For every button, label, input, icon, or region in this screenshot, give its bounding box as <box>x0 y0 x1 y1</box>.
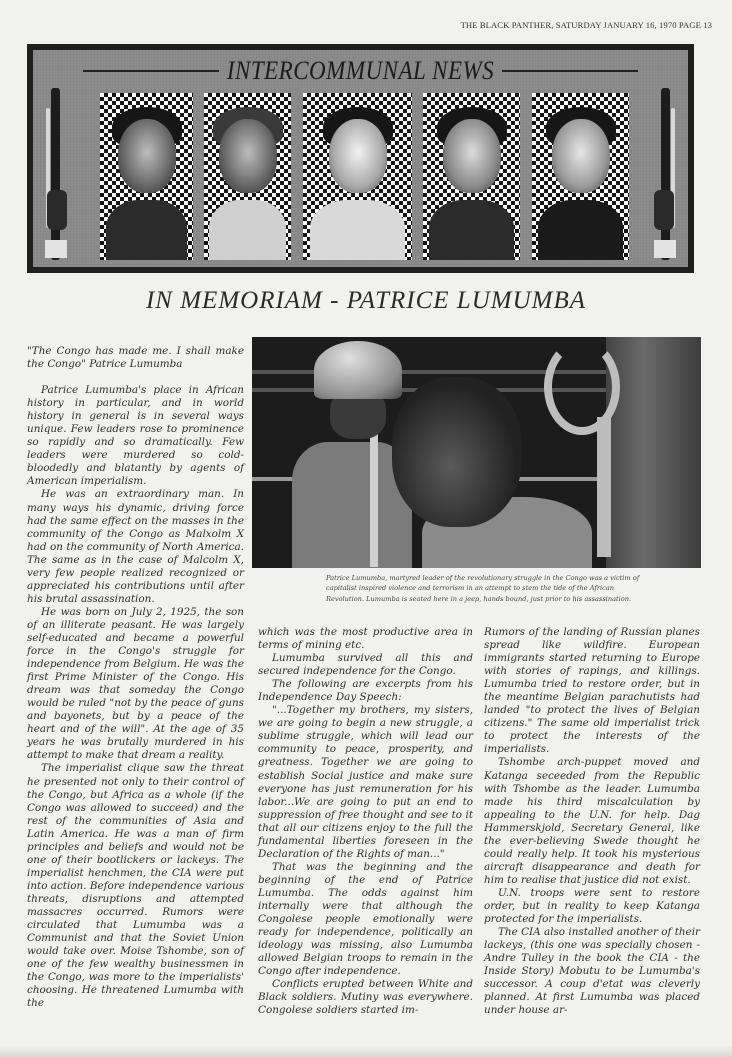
paragraph: The CIA also installed another of their lackeys, (this one was specially chosen - Andre Tulley in the book the CIA - the Inside Story) Mobutu to be Lumumba's successor. A coup d'etat was cleverly planned. At first Lumumba was placed under house ar- <box>484 926 700 1017</box>
paragraph: He was an extraordinary man. In many ways his dynamic, driving force had the same effect on the masses in the community of the Congo as Malxolm X had on the community of North America. The same as in the case of Malcolm X, very few people realized recognized or appreciated his contributions until after his brutal assassination. <box>27 488 244 605</box>
paragraph: Lumumba survived all this and secured independence for the Congo. <box>258 652 473 678</box>
article-headline: IN MEMORIAM - PATRICE LUMUMBA <box>145 287 587 314</box>
paragraph: The following are excerpts from his Independence Day Speech: <box>258 678 473 704</box>
paragraph: Tshombe arch-puppet moved and Katanga seceeded from the Republic with Tshombe as the leader. Lumumba made his third miscalculation by appealing to the U.N. for help. Dag Hammerskjold, Secretary General, like the ever-believing Swede thought he could really help. It took his mysterious aircraft disappearance and death for him to realise that justice did not exist. <box>484 756 700 886</box>
article-column-1 <box>27 345 244 1010</box>
paragraph: That was the beginning and the beginning of the end of Patrice Lumumba. The odds against him internally were that although the Congolese people emotionally were ready for independence, politically an ideology was missing, also Lumumba allowed Belgian troops to remain in the Congo after independence. <box>258 860 473 978</box>
portrait-4 <box>423 93 520 260</box>
article-column-2 <box>258 626 473 1017</box>
speech-quote: "...Together my brothers, my sisters, we are going to begin a new struggle, a sublime struggle, which will lead our community to peace, prosperity, and greatness. Together we are going to establish Social justice and make sure everyone has just remuneration for his labor...We are going to put an end to suppression of free thought and see to it that all our citizens enjoy to the full the fundamental liberties foreseen in the Declaration of the Rights of man..." <box>258 704 473 860</box>
photo-caption: Patrice Lumumba, martyred leader of the revolutionary struggle in the Congo was a victim of capitalist inspired violence and terrorism in an attempt to stem the tide of the African Revolution. Lumumba is seated here in a jeep, hands bound, just prior to his assassination. <box>326 574 640 603</box>
page-edge <box>0 1045 732 1057</box>
portrait-5 <box>532 93 629 260</box>
banner-panel <box>33 50 688 267</box>
paragraph: He was born on July 2, 1925, the son of an illiterate peasant. He was largely self-educated and became a powerful force in the Congo's struggle for independence from Belgium. He was the first Prime Minister of the Congo. His dream was that someday the Congo would be ruled "not by the peace of guns and bayonets, but by a peace of the heart and of the will". At the age of 35 years he was brutally murdered in his attempt to make that dream a reality. <box>27 605 244 762</box>
article-column-3 <box>484 626 700 1017</box>
rifle-icon <box>652 88 678 260</box>
intercommunal-news-banner <box>27 44 694 273</box>
portrait-1 <box>100 93 193 260</box>
portrait-2 <box>204 93 291 260</box>
banner-title-row <box>83 58 638 84</box>
epigraph: "The Congo has made me. I shall make the Congo" Patrice Lumumba <box>27 345 244 371</box>
running-head: THE BLACK PANTHER, SATURDAY JANUARY 16, 1970 PAGE 13 <box>460 20 712 30</box>
banner-title: INTERCOMMUNAL NEWS <box>226 56 495 85</box>
lumumba-photo <box>252 337 701 568</box>
portrait-3 <box>303 93 412 260</box>
banner-rule-right <box>502 70 638 72</box>
paragraph: Patrice Lumumba's place in African history in particular, and in world history in general is in several ways unique. Few leaders rose to prominence so rapidly and so dramatically. Few leaders were murdered so cold-bloodedly and blatantly by agents of American imperialism. <box>27 384 244 488</box>
rifle-icon <box>43 88 69 260</box>
paragraph: Conflicts erupted between White and Black soldiers. Mutiny was everywhere. Congolese soldiers started im- <box>258 978 473 1017</box>
paragraph: U.N. troops were sent to restore order, but in reality to keep Katanga protected for the imperialists. <box>484 886 700 926</box>
paragraph: The imperialist clique saw the threat he presented not only to their control of the Congo, but Africa as a whole (if the Congo was allowed to succeed) and the rest of the communities of Asia and Latin America. He was a man of firm principles and beliefs and would not be one of their bootlickers or lackeys. The imperialist henchmen, the CIA were put into action. Before independence various threats, disruptions and attempted massacres occurred. Rumors were circulated that Lumumba was a Communist and that the Soviet Union would take over. Moise Tshombe, son of one of the few wealthy businessmen in the Congo, was more to the imperialists' choosing. He threatened Lumumba with the <box>27 762 244 1010</box>
paragraph: Rumors of the landing of Russian planes spread like wildfire. European immigrants started returning to Europe with stories of rapings, and killings. Lumumba tried to restore order, but in the meantime Belgian parachutists had landed "to protect the lives of Belgian citizens." The same old imperialist trick to protect the interests of the imperialists. <box>484 626 700 756</box>
banner-rule-left <box>83 70 219 72</box>
paragraph: which was the most productive area in terms of mining etc. <box>258 626 473 652</box>
